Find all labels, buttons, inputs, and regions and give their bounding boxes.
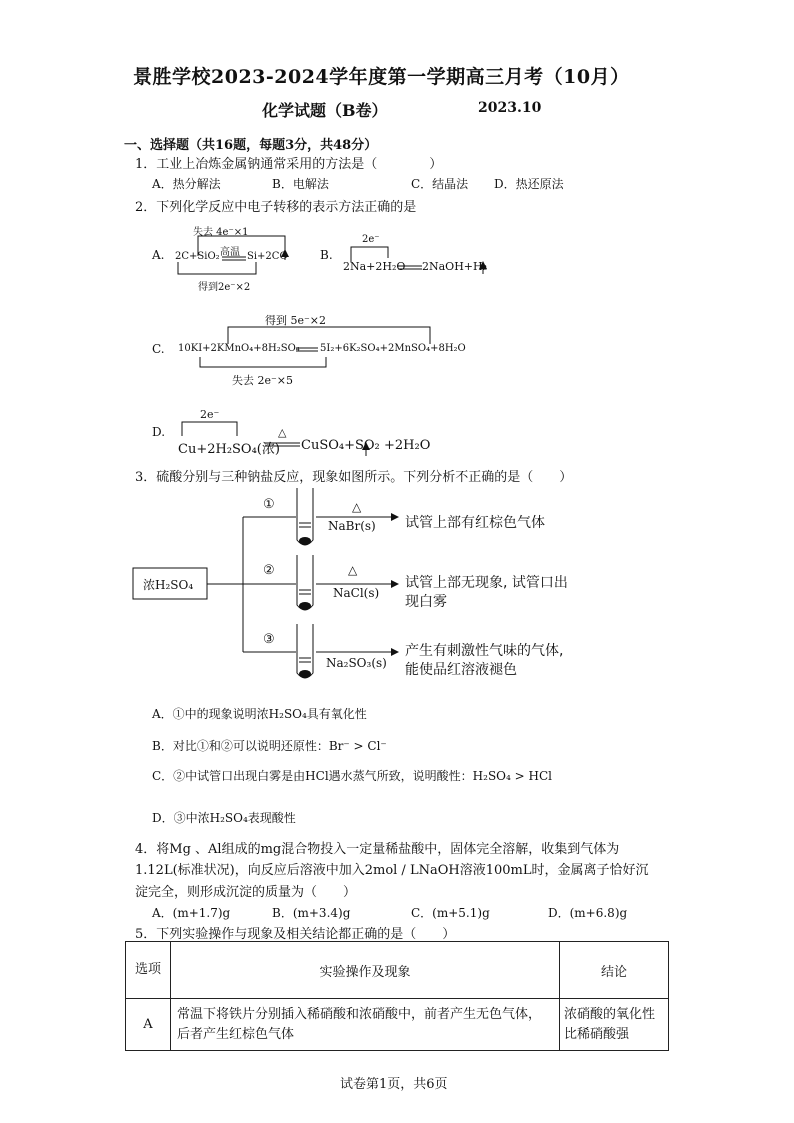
q2-a-label[interactable]: A. [152,248,165,262]
q2-c-top-note: 得到 5e⁻×2 [265,314,327,327]
q2-a-right: Si+2CO [247,251,288,262]
q2-d-left: Cu+2H₂SO₄(浓) [178,442,280,457]
q1-option-c[interactable]: C．结晶法 [411,177,469,191]
page-footer: 试卷第1页，共6页 [340,1077,448,1092]
q1-option-a[interactable]: A．热分解法 [152,177,221,191]
q1-option-d[interactable]: D．热还原法 [494,177,564,191]
q2-c-label[interactable]: C. [152,342,165,356]
exam-date: 2023.10 [478,100,542,116]
q2-c-right: 5I₂+6K₂SO₄+2MnSO₄+8H₂O [320,343,466,354]
q2-c-bottom-bracket [200,357,326,367]
q3-branch2-heat: △ [348,563,358,577]
q2-a-condition: 高温 [220,247,240,258]
q4-line3: 淀完全，则形成沉淀的质量为（ ） [135,885,357,900]
q3-test-tube-1 [297,488,313,545]
q2-b-left: 2Na+2H₂O [343,260,406,273]
q3-source: 浓H₂SO₄ [143,578,194,592]
q3-branch2-num: ② [263,563,275,578]
q2-d-tail: +2H₂O [384,438,431,453]
q5-header-option: 选项 [126,942,171,999]
q4-option-d[interactable]: D．(m+6.8)g [548,906,628,920]
q5-row-a-option: A [126,999,171,1051]
q2-b-top-note: 2e⁻ [362,234,380,245]
q3-branch1-result: 试管上部有红棕色气体 [405,515,545,531]
q3-branch3-num: ③ [263,632,275,647]
q2-a-top-note: 失去 4e⁻×1 [193,227,249,238]
q2-c-bottom-note: 失去 2e⁻×5 [232,374,294,387]
q1-stem: 1．工业上冶炼金属钠通常采用的方法是（ ） [135,157,443,172]
q3-branch1-num: ① [263,497,275,512]
exam-subtitle: 化学试题（B卷） [262,101,388,120]
q2-a-left: 2C+SiO₂ [175,251,220,262]
q3-branch3-result: 产生有刺激性气味的气体, [405,643,564,659]
q3-stem: 3．硫酸分别与三种钠盐反应，现象如图所示。下列分析不正确的是（ ） [135,470,573,485]
q4-option-b[interactable]: B．(m+3.4)g [272,906,351,920]
q3-branch2-result2: 现白雾 [405,594,447,610]
q3-option-b[interactable]: B．对比①和②可以说明还原性：Br⁻ > Cl⁻ [152,739,387,753]
q3-branch2-reagent: NaCl(s) [333,586,380,600]
q2-d-label[interactable]: D. [152,425,166,439]
q5-row-a-operation: 常温下将铁片分别插入稀硝酸和浓硝酸中，前者产生无色气体，后者产生红棕色气体 [171,999,560,1051]
q2-d-right: CuSO₄+SO₂ [301,438,380,453]
q3-branch3-result2: 能使品红溶液褪色 [405,662,517,678]
q4-option-c[interactable]: C．(m+5.1)g [411,906,490,920]
q3-tube3-solid [299,670,311,678]
q4-line1: 4．将Mg 、Al组成的mg混合物投入一定量稀盐酸中，固体完全溶解，收集到气体为 [135,842,620,857]
q3-option-a[interactable]: A．①中的现象说明浓H₂SO₄具有氧化性 [152,707,367,721]
q2-stem: 2．下列化学反应中电子转移的表示方法正确的是 [135,200,417,215]
q2-d-top-note: 2e⁻ [200,408,220,421]
q3-branch2-result: 试管上部无现象, 试管口出 [405,575,568,591]
q2-d-condition: △ [278,426,287,439]
exam-title: 景胜学校2023-2024学年度第一学期高三月考（10月） [133,66,630,88]
q1-option-b[interactable]: B．电解法 [272,177,329,191]
q3-branch1-heat: △ [352,500,362,514]
q3-tube1-solid [299,537,311,545]
q3-option-c[interactable]: C．②中试管口出现白雾是由HCl遇水蒸气所致，说明酸性：H₂SO₄ > HCl [152,769,552,783]
q3-test-tube-2 [297,555,313,610]
q2-b-bracket [351,247,388,262]
q3-option-d[interactable]: D．③中浓H₂SO₄表现酸性 [152,811,296,825]
q5-header-operation: 实验操作及现象 [171,942,560,999]
q2-c-top-bracket [228,327,430,344]
q2-d-bracket [182,422,237,436]
q4-line2: 1.12L(标准状况)，向反应后溶液中加入2mol / LNaOH溶液100mL时，金属离子恰好沉 [135,863,649,878]
q3-tube2-solid [299,602,311,610]
q2-b-label[interactable]: B. [320,248,333,262]
q3-test-tube-3 [297,624,313,678]
q2-c-left: 10KI+2KMnO₄+8H₂SO₄ [178,343,300,354]
q5-stem: 5．下列实验操作与现象及相关结论都正确的是（ ） [135,927,456,942]
q3-source-box [133,568,207,599]
q5-header-conclusion: 结论 [560,942,669,999]
q3-branch3-reagent: Na₂SO₃(s) [326,656,387,670]
q3-branch1-reagent: NaBr(s) [328,519,376,533]
q2-a-bottom-bracket [178,262,256,274]
q4-option-a[interactable]: A．(m+1.7)g [152,906,231,920]
q2-b-right: 2NaOH+H₂ [422,260,488,273]
q2-a-bottom-note: 得到2e⁻×2 [198,282,251,293]
q2-a-top-bracket [198,236,285,256]
q5-row-a-conclusion: 浓硝酸的氧化性比稀硝酸强 [560,999,669,1051]
section-heading: 一、选择题（共16题，每题3分，共48分） [124,138,378,153]
